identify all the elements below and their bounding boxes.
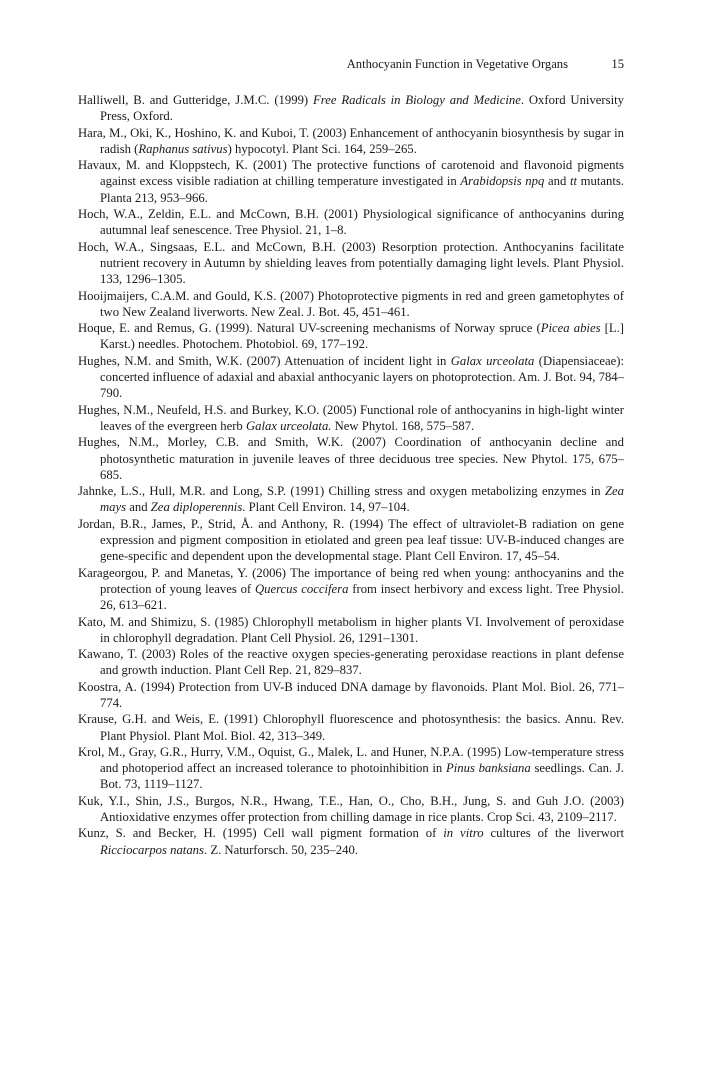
reference-italic-text: Quercus coccifera xyxy=(254,581,349,596)
reference-italic-text: Ricciocarpos natans xyxy=(100,842,204,857)
reference-entry xyxy=(78,825,624,858)
reference-text: Havaux, M. and Kloppstech, K. (2001) The protective functions of carotenoid and flavonoid pigments against excess visible radiation at chilling temperature investigated in xyxy=(78,158,624,189)
reference-list xyxy=(78,92,624,858)
reference-text: Kato, M. and Shimizu, S. (1985) Chlorophyll metabolism in higher plants VI. Involvement of peroxidase in chlorophyll degradation. Plant Cell Physiol. 26, 1291–1301. xyxy=(78,614,624,645)
reference-entry xyxy=(78,320,624,353)
reference-text: (Diapensiaceae): concerted influence of adaxial and abaxial anthocyanic layers on photoprotection. Am. J. Bot. 94, 784–790. xyxy=(100,353,624,401)
reference-text: Halliwell, B. and Gutteridge, J.M.C. (1999) xyxy=(78,93,314,107)
reference-entry xyxy=(78,157,624,206)
reference-entry xyxy=(78,793,624,826)
reference-text: Hooijmaijers, C.A.M. and Gould, K.S. (2007) Photoprotective pigments in red and green gametophytes of two New Zealand liverworts. New Zeal. J. Bot. 45, 451–461. xyxy=(78,288,624,319)
reference-text: Jahnke, L.S., Hull, M.R. and Long, S.P. (1991) Chilling stress and oxygen metabolizing enzymes in xyxy=(78,484,605,499)
reference-italic-text: Picea abies xyxy=(540,321,601,336)
reference-text: [L.] Karst.) needles. Photochem. Photobiol. 69, 177–192. xyxy=(100,321,624,352)
reference-entry xyxy=(78,711,624,744)
reference-italic-text: Zea mays xyxy=(100,484,624,515)
reference-entry xyxy=(78,402,624,435)
running-head-title: Anthocyanin Function in Vegetative Organs xyxy=(346,57,568,71)
reference-entry xyxy=(78,516,624,565)
reference-text: seedlings. Can. J. Bot. 73, 1119–1127. xyxy=(100,761,624,792)
reference-text: mutants. Planta 213, 953–966. xyxy=(100,174,624,205)
reference-text: and xyxy=(544,174,570,189)
reference-text: Hoch, W.A., Singsaas, E.L. and McCown, B.H. (2003) Resorption protection. Anthocyanins facilitate nutrient recovery in Autumn by shielding leaves from potentially damaging light levels. Plant Physiol. 133, 1296–1305. xyxy=(78,239,624,287)
reference-italic-text: Zea diploperennis xyxy=(150,500,243,515)
reference-italic-text: Free Radicals in Biology and Medicine xyxy=(313,93,521,107)
reference-text: Kuk, Y.I., Shin, J.S., Burgos, N.R., Hwang, T.E., Han, O., Cho, B.H., Jung, S. and Guh J.O. (2003) Antioxidative enzymes offer protection from chilling damage in rice plants. Crop Sci. 43, 2109–2117. xyxy=(78,793,624,825)
reference-entry xyxy=(78,206,624,239)
reference-entry xyxy=(78,288,624,321)
reference-entry xyxy=(78,92,624,125)
reference-italic-text: Arabidopsis npq xyxy=(460,174,545,189)
reference-entry xyxy=(78,239,624,288)
reference-italic-text: Raphanus sativus xyxy=(138,141,228,156)
reference-text: . Plant Cell Environ. 14, 97–104. xyxy=(242,500,410,515)
reference-text: cultures of the liverwort xyxy=(483,826,624,841)
reference-text: Hughes, N.M., Neufeld, H.S. and Burkey, K.O. (2005) Functional role of anthocyanins in high-light winter leaves of the evergreen herb xyxy=(78,402,624,433)
reference-text: Hoch, W.A., Zeldin, E.L. and McCown, B.H. (2001) Physiological significance of anthocyanins during autumnal leaf senescence. Tree Physiol. 21, 1–8. xyxy=(78,207,624,238)
reference-text: Koostra, A. (1994) Protection from UV-B induced DNA damage by flavonoids. Plant Mol. Biol. 26, 771–774. xyxy=(78,679,624,710)
reference-italic-text: in vitro xyxy=(443,826,484,841)
reference-entry xyxy=(78,434,624,483)
reference-text: and xyxy=(126,500,151,515)
reference-text: . Z. Naturforsch. 50, 235–240. xyxy=(203,842,358,857)
reference-entry xyxy=(78,565,624,614)
reference-italic-text: Galax urceolata xyxy=(450,353,535,368)
reference-text: ) hypocotyl. Plant Sci. 164, 259–265. xyxy=(227,141,417,156)
reference-text: Kunz, S. and Becker, H. (1995) Cell wall pigment formation of xyxy=(78,826,444,841)
reference-entry xyxy=(78,125,624,158)
reference-text: Hoque, E. and Remus, G. (1999). Natural UV-screening mechanisms of Norway spruce ( xyxy=(78,321,541,336)
reference-entry xyxy=(78,614,624,647)
reference-entry xyxy=(78,353,624,402)
reference-text: Kawano, T. (2003) Roles of the reactive oxygen species-generating peroxidase reactions in plant defense and growth induction. Plant Cell Rep. 21, 829–837. xyxy=(78,647,624,678)
reference-italic-text: Pinus banksiana xyxy=(445,761,531,776)
reference-italic-text: tt xyxy=(569,174,577,189)
reference-italic-text: Galax urceolata. xyxy=(245,418,332,433)
reference-text: Krause, G.H. and Weis, E. (1991) Chlorophyll fluorescence and photosynthesis: the basics. Annu. Rev. Plant Physiol. Plant Mol. Biol. 42, 313–349. xyxy=(78,712,624,743)
reference-text: New Phytol. 168, 575–587. xyxy=(331,418,475,433)
reference-entry xyxy=(78,646,624,679)
reference-text: from insect herbivory and excess light. Tree Physiol. 26, 613–621. xyxy=(100,581,625,613)
reference-text: Karageorgou, P. and Manetas, Y. (2006) The importance of being red when young: anthocyanins and the protection of young leaves of xyxy=(78,565,624,596)
reference-text: Jordan, B.R., James, P., Strid, Å. and Anthony, R. (1994) The effect of ultraviolet-B radiation on gene expression and pigment composition in etiolated and green pea leaf tissue: UV-B-induced changes are gene-specific and dependent upon the developmental stage. Plant Cell Environ. 17, 45–54. xyxy=(78,516,624,564)
reference-text: . Oxford University Press, Oxford. xyxy=(100,93,624,124)
reference-text: Hughes, N.M. and Smith, W.K. (2007) Attenuation of incident light in xyxy=(78,353,451,368)
reference-text: Hara, M., Oki, K., Hoshino, K. and Kuboi, T. (2003) Enhancement of anthocyanin biosynthesis by sugar in radish ( xyxy=(78,125,624,156)
reference-text: Krol, M., Gray, G.R., Hurry, V.M., Oquist, G., Malek, L. and Huner, N.P.A. (1995) Low-temperature stress and photoperiod affect an increased tolerance to photoinhibition in xyxy=(78,744,624,776)
page-number: 15 xyxy=(611,57,624,71)
reference-entry xyxy=(78,483,624,516)
reference-entry xyxy=(78,744,624,793)
reference-text: Hughes, N.M., Morley, C.B. and Smith, W.K. (2007) Coordination of anthocyanin decline and photosynthetic maturation in juvenile leaves of three deciduous tree species. New Phytol. 175, 675–685. xyxy=(78,435,624,482)
reference-entry xyxy=(78,679,624,712)
